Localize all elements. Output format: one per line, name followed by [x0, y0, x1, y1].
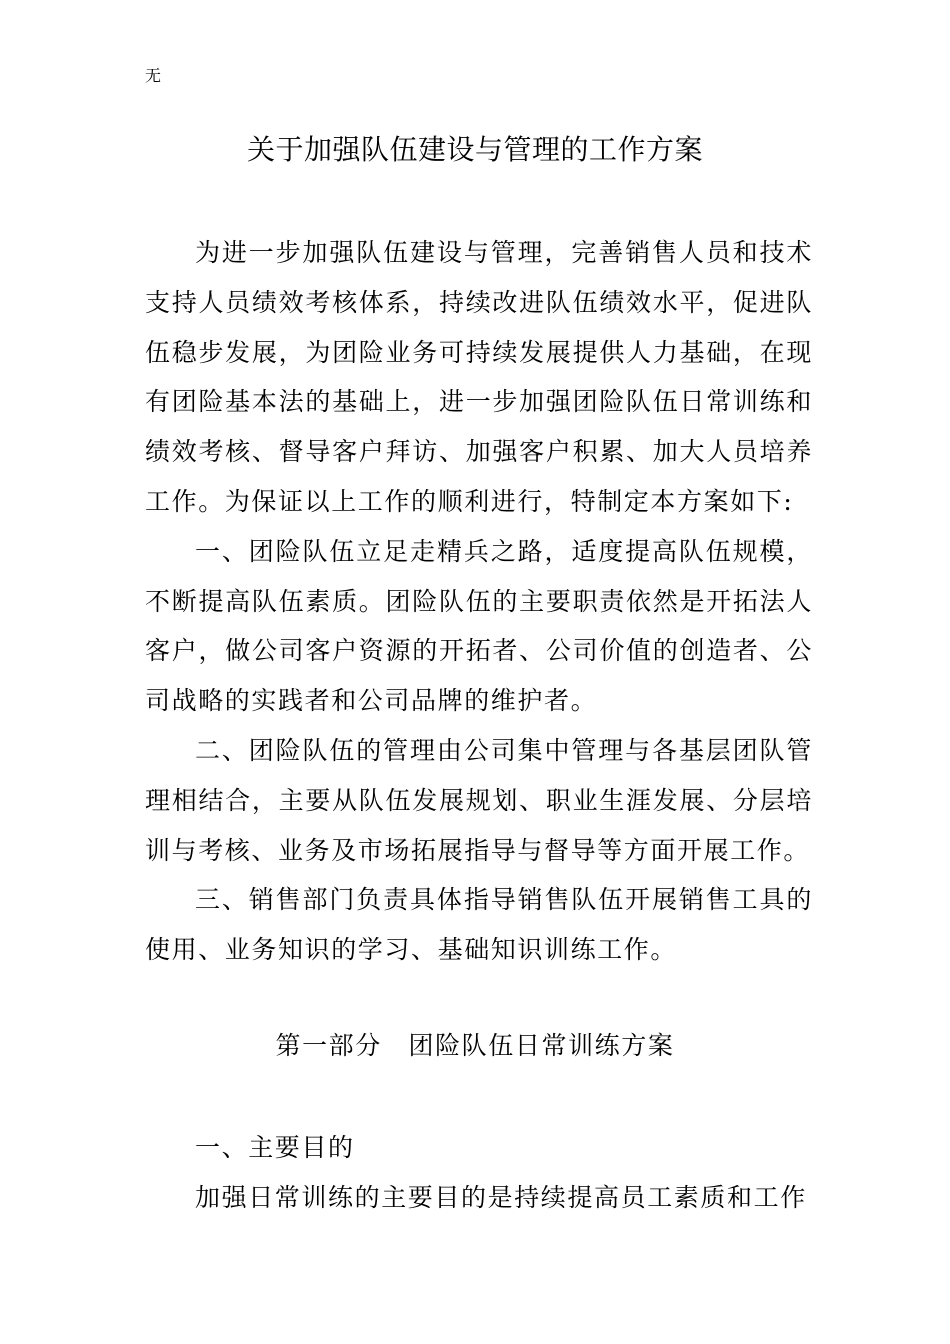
header-mark: 无	[145, 66, 162, 85]
point-two-paragraph: 二、团险队伍的管理由公司集中管理与各基层团队管理相结合，主要从队伍发展规划、职业生涯发展、分层培训与考核、业务及市场拓展指导与督导等方面开展工作。	[145, 735, 813, 865]
subsection-text: 加强日常训练的主要目的是持续提高员工素质和工作	[195, 1182, 807, 1212]
document-body	[145, 228, 813, 975]
subsection	[145, 1123, 813, 1223]
subsection-heading: 一、主要目的	[195, 1133, 355, 1162]
intro-paragraph: 为进一步加强队伍建设与管理，完善销售人员和技术支持人员绩效考核体系，持续改进队伍绩效水平，促进队伍稳步发展，为团险业务可持续发展提供人力基础，在现有团险基本法的基础上，进一步加强团险队伍日常训练和绩效考核、督导客户拜访、加强客户积累、加大人员培养工作。为保证以上工作的顺利进行，特制定本方案如下:	[145, 238, 813, 516]
point-three-paragraph: 三、销售部门负责具体指导销售队伍开展销售工具的使用、业务知识的学习、基础知识训练工作。	[145, 885, 813, 965]
section-title: 第一部分 团险队伍日常训练方案	[275, 1031, 675, 1060]
document-title: 关于加强队伍建设与管理的工作方案	[246, 133, 703, 166]
point-one-paragraph: 一、团险队伍立足走精兵之路，适度提高队伍规模，不断提高队伍素质。团险队伍的主要职责依然是开拓法人客户，做公司客户资源的开拓者、公司价值的创造者、公司战略的实践者和公司品牌的维护者。	[145, 536, 813, 716]
